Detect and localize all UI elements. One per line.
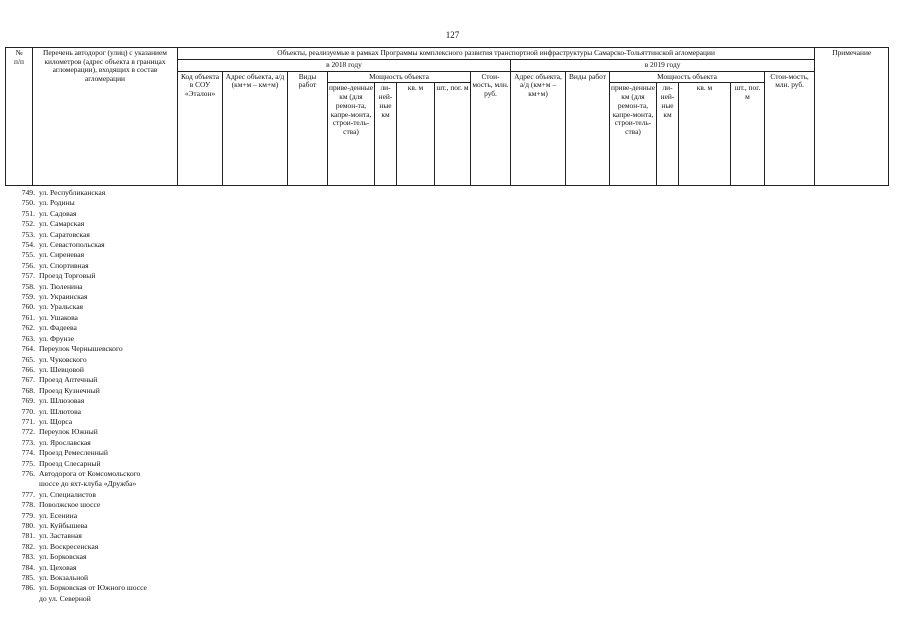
- road-name: Поволжское шоссе: [39, 500, 101, 510]
- road-name: ул. Шлютова: [39, 406, 81, 416]
- list-item: [5, 344, 205, 354]
- list-item: [5, 448, 205, 458]
- road-name: Проезд Слесарный: [39, 458, 101, 468]
- header-linear-2018: ли-ней-ные км: [375, 83, 397, 186]
- row-number: 760.: [21, 302, 35, 312]
- row-number: 772.: [21, 427, 35, 437]
- road-name: ул. Родины: [39, 198, 75, 208]
- road-name: ул. Ушакова: [39, 312, 78, 322]
- road-name: ул. Самарская: [39, 219, 85, 229]
- road-name: Переулок Чернышевского: [39, 344, 123, 354]
- header-reduced-2019: приве-денные км (для ремон-та, капре-монта, строи-тель-ства): [610, 83, 657, 186]
- list-item: [5, 292, 205, 302]
- row-number: 756.: [21, 260, 35, 270]
- header-road-list: Перечень автодорог (улиц) с указанием километров (адрес объекта в границах агломерации), входящих в состав агломерации: [33, 48, 178, 186]
- row-number: 758.: [21, 281, 35, 291]
- page-number: 127: [445, 30, 460, 40]
- row-number: 767.: [21, 375, 35, 385]
- road-name: ул. Севастопольская: [39, 240, 105, 250]
- header-num: № п/п: [6, 48, 33, 186]
- list-item: [5, 469, 205, 490]
- road-name: ул. Борковская от Южного шоссе до ул. Северной: [39, 583, 147, 603]
- row-number: 750.: [21, 198, 35, 208]
- list-item: [5, 563, 205, 573]
- list-item: [5, 198, 205, 208]
- row-number: 773.: [21, 437, 35, 447]
- road-name: ул. Сиреневая: [39, 250, 85, 260]
- row-number: 786.: [21, 583, 35, 593]
- header-works-2018: Виды работ: [288, 71, 328, 186]
- row-number: 774.: [21, 448, 35, 458]
- row-number: 752.: [21, 219, 35, 229]
- road-name: ул. Ярославская: [39, 437, 91, 447]
- list-item: [5, 386, 205, 396]
- road-name: ул. Специалистов: [39, 489, 96, 499]
- list-item: [5, 417, 205, 427]
- list-item: [5, 355, 205, 365]
- list-item: [5, 230, 205, 240]
- list-item: [5, 375, 205, 385]
- header-code: Код объекта в СОУ «Эталон»: [178, 71, 223, 186]
- road-name: ул. Фадеева: [39, 323, 77, 333]
- row-number: 765.: [21, 354, 35, 364]
- row-number: 775.: [21, 458, 35, 468]
- header-table: [5, 47, 889, 186]
- row-number: 770.: [21, 406, 35, 416]
- road-name: ул. Шлюзовая: [39, 396, 85, 406]
- road-name: ул. Борковская: [39, 552, 87, 562]
- row-number: 778.: [21, 500, 35, 510]
- list-item: [5, 542, 205, 552]
- row-number: 764.: [21, 344, 35, 354]
- list-item: [5, 500, 205, 510]
- road-name: Проезд Аптечный: [39, 375, 98, 385]
- header-sqm-2018: кв. м: [397, 83, 435, 186]
- list-item: [5, 282, 205, 292]
- header-year-2019: в 2019 году: [511, 60, 815, 72]
- list-item: [5, 271, 205, 281]
- list-item: [5, 302, 205, 312]
- road-name: ул. Куйбышева: [39, 521, 88, 530]
- road-name: ул. Фрунзе: [39, 333, 74, 343]
- road-name: ул. Саратовская: [39, 229, 90, 239]
- header-capacity-2018: Мощность объекта: [328, 71, 471, 83]
- list-item: [5, 407, 205, 417]
- list-item: [5, 396, 205, 406]
- row-number: 761.: [21, 312, 35, 322]
- header-reduced-2018: приве-денные км (для ремон-та, капре-монта, строи-тель-ства): [328, 83, 375, 186]
- road-name: ул. Украинская: [39, 292, 88, 302]
- road-name: Переулок Южный: [39, 427, 98, 437]
- row-number: 768.: [21, 385, 35, 395]
- road-name: ул. Заставная: [39, 531, 82, 541]
- list-item: [5, 438, 205, 448]
- list-item: [5, 365, 205, 375]
- header-sqm-2019: кв. м: [679, 83, 731, 186]
- header-cost-2019: Стои-мость, млн. руб.: [765, 71, 815, 186]
- road-name: Автодорога от Комсомольского шоссе до яхт-клуба «Дружба»: [39, 468, 141, 489]
- row-number: 780.: [21, 521, 35, 530]
- row-number: 784.: [21, 562, 35, 572]
- row-number: 751.: [21, 208, 35, 218]
- road-name: Проезд Торговый: [39, 271, 96, 281]
- road-name: ул. Воскресенская: [39, 541, 99, 551]
- road-name: Проезд Ремесленный: [39, 448, 108, 458]
- list-item: [5, 323, 205, 333]
- road-name: ул. Чуковского: [39, 354, 87, 364]
- list-item: [5, 313, 205, 323]
- road-name: ул. Вокзальной: [39, 573, 89, 583]
- road-name: Проезд Кузнечный: [39, 385, 100, 395]
- header-linear-2019: ли-ней-ные км: [657, 83, 679, 186]
- list-item: [5, 531, 205, 541]
- list-item: [5, 583, 205, 604]
- row-number: 757.: [21, 271, 35, 281]
- row-number: 755.: [21, 250, 35, 260]
- row-number: 763.: [21, 333, 35, 343]
- road-name: ул. Цеховая: [39, 562, 77, 572]
- road-name: ул. Уральская: [39, 302, 84, 312]
- header-year-2018: в 2018 году: [178, 60, 511, 72]
- list-item: [5, 427, 205, 437]
- header-note: Примечание: [815, 48, 889, 186]
- list-item: [5, 511, 205, 521]
- row-number: 759.: [21, 292, 35, 302]
- list-item: [5, 209, 205, 219]
- row-number: 753.: [21, 229, 35, 239]
- road-name: ул. Есенина: [39, 510, 78, 520]
- list-item: [5, 459, 205, 469]
- row-number: 749.: [21, 188, 35, 197]
- road-name: ул. Спортивная: [39, 260, 89, 270]
- header-objects: Объекты, реализуемые в рамках Программы комплексного развития транспортной инфраструктуры Самарско-Тольяттинской агломерации: [178, 48, 815, 60]
- list-item: [5, 219, 205, 229]
- row-number: 762.: [21, 323, 35, 333]
- header-address-2018: Адрес объекта, а/д (км+м – км+м): [223, 71, 288, 186]
- road-name: ул. Шевцовой: [39, 364, 84, 374]
- row-number: 769.: [21, 396, 35, 406]
- list-item: [5, 250, 205, 260]
- row-number: 785.: [21, 573, 35, 583]
- row-number: 781.: [21, 531, 35, 541]
- row-number: 783.: [21, 552, 35, 562]
- header-cost-2018: Стои-мость, млн. руб.: [471, 71, 511, 186]
- row-number: 777.: [21, 489, 35, 499]
- road-name: ул. Тюленина: [39, 281, 83, 291]
- row-number: 766.: [21, 364, 35, 374]
- row-number: 754.: [21, 240, 35, 250]
- road-list: [5, 188, 205, 604]
- row-number: 779.: [21, 510, 35, 520]
- list-item: [5, 552, 205, 562]
- list-item: [5, 334, 205, 344]
- road-name: ул. Республиканская: [39, 188, 106, 197]
- list-item: [5, 490, 205, 500]
- header-capacity-2019: Мощность объекта: [610, 71, 765, 83]
- row-number: 771.: [21, 416, 35, 426]
- list-item: [5, 521, 205, 531]
- header-pcs-2019: шт., пог. м: [731, 83, 765, 186]
- header-pcs-2018: шт., пог. м: [435, 83, 471, 186]
- list-item: [5, 188, 205, 198]
- list-item: [5, 261, 205, 271]
- list-item: [5, 240, 205, 250]
- road-name: ул. Садовая: [39, 208, 77, 218]
- row-number: 776.: [21, 468, 35, 478]
- row-number: 782.: [21, 541, 35, 551]
- road-name: ул. Щорса: [39, 416, 73, 426]
- list-item: [5, 573, 205, 583]
- header-works-2019: Виды работ: [566, 71, 610, 186]
- header-address-2019: Адрес объекта, а/д (км+м – км+м): [511, 71, 566, 186]
